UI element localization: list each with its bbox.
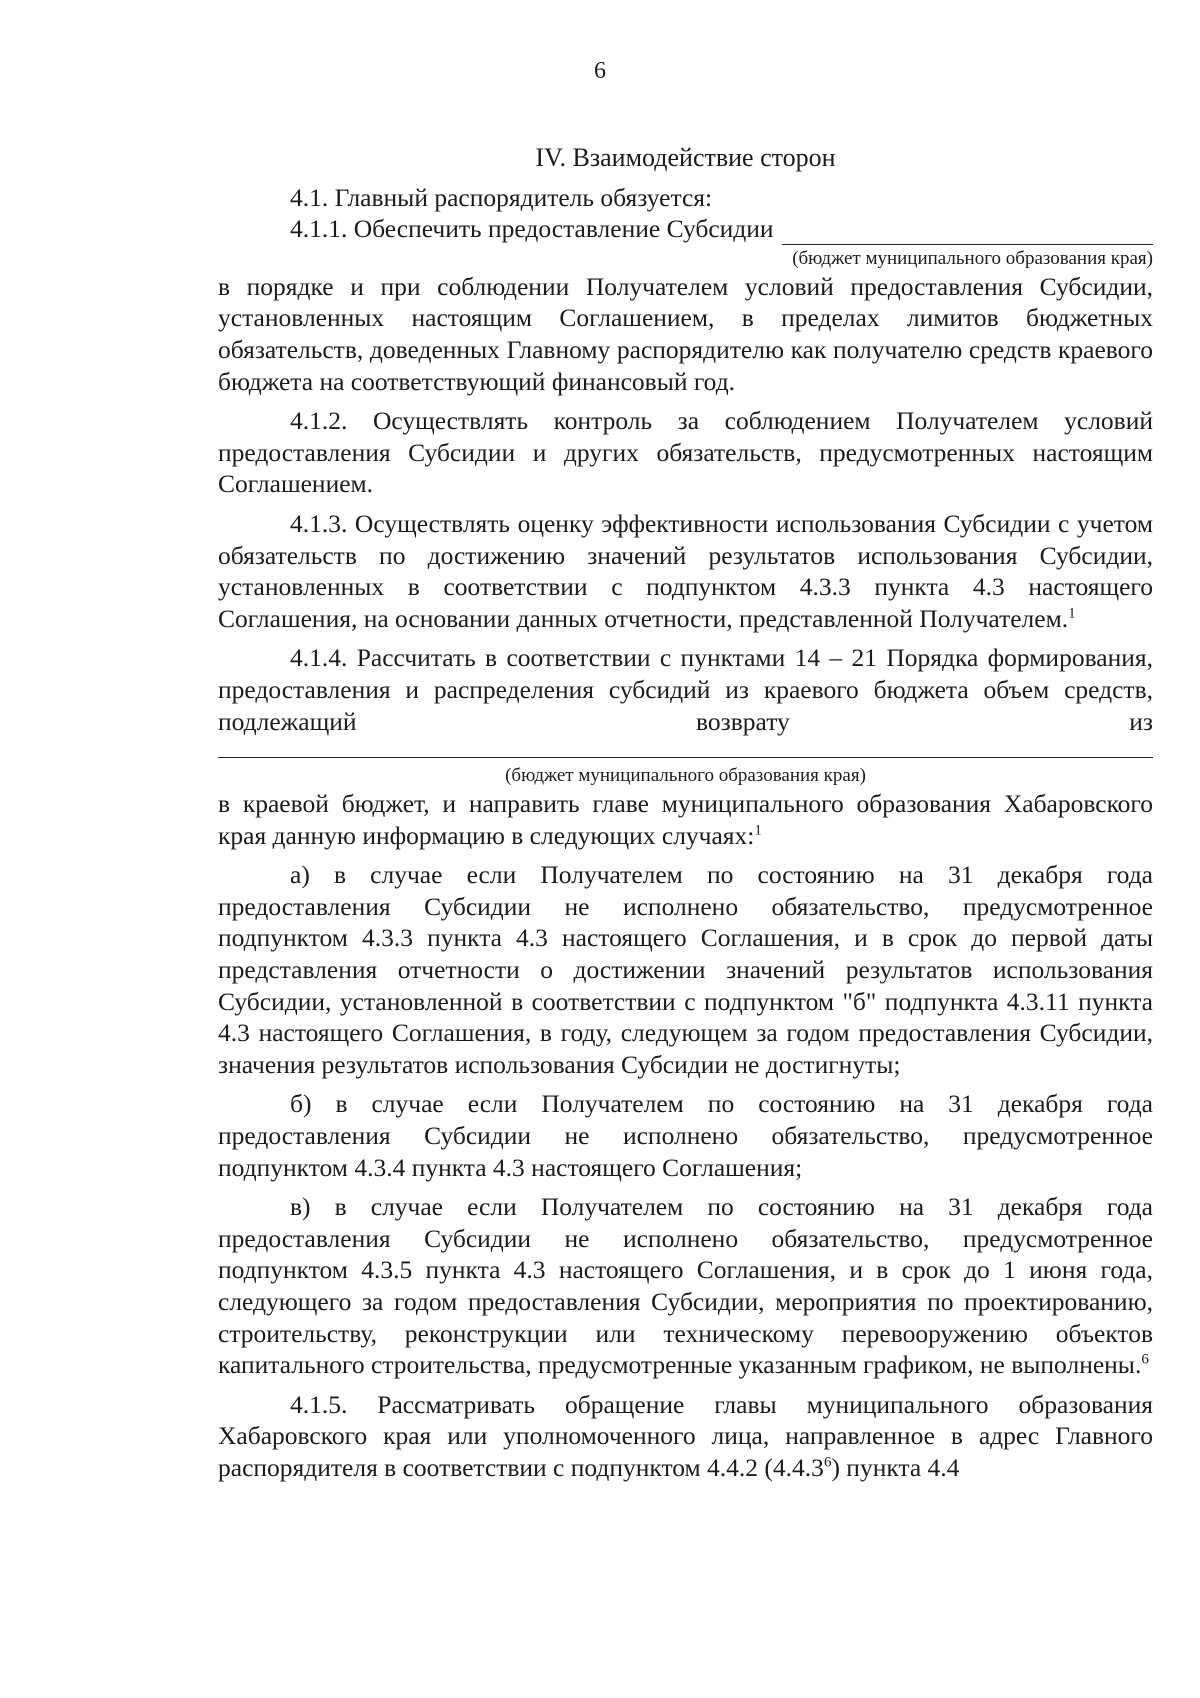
paragraph-4-1-5-text-1: 4.1.5. Рассматривать обращение главы муниципального образования Хабаровского края или уполномоченного лица, направленное в адрес Главного распорядителя в соответствии с подпунктом 4.4.2 (4.4.3: [218, 1389, 1153, 1482]
paragraph-4-1: 4.1. Главный распорядитель обязуется:: [290, 182, 713, 212]
footnote-ref: 1: [1068, 605, 1076, 622]
budget-caption-2: (бюджет муниципального образования края): [505, 765, 866, 787]
page-number: 6: [594, 58, 606, 84]
item-v-text: в) в случае если Получателем по состоянию на 31 декабря года предоставления Субсидии не исполнено обязательство, предусмотренное подпунктом 4.3.5 пункта 4.3 настоящего Соглашения, и в срок до 1 июня года, следующего за годом предоставления Субсидии, мероприятия по проектированию, строительству, реконструкции или техническому перевооружению объектов капитального строительства, предусмотренные указанным графиком, не выполнены.: [218, 1192, 1153, 1380]
item-v: [218, 1191, 1153, 1381]
fill-in-blank-line: [782, 220, 1153, 245]
footnote-ref: 1: [754, 822, 762, 839]
paragraph-4-1-2: 4.1.2. Осуществлять контроль за соблюдением Получателем условий предоставления Субсидии и других обязательств, предусмотренных настоящим Соглашением.: [218, 406, 1153, 499]
paragraph-4-1-1-lead-text: 4.1.1. Обеспечить предоставление Субсидии: [290, 214, 774, 244]
paragraph-4-1-4-rest-text: в краевой бюджет, и направить главе муниципального образования Хабаровского края данную информацию в следующих случаях:: [218, 789, 1153, 850]
paragraph-4-1-1-lead: [218, 213, 1153, 245]
section-title: IV. Взаимодействие сторон: [535, 143, 836, 172]
budget-caption-1: (бюджет муниципального образования края): [792, 247, 1153, 269]
paragraph-4-1-3-text: 4.1.3. Осуществлять оценку эффективности использования Субсидии с учетом обязательств по достижению значений результатов использования Субсидии, установленных в соответствии с подпунктом 4.3.3 пункта 4.3 настоящего Соглашения, на основании данных отчетности, представленной Получателем.: [218, 508, 1153, 633]
item-a: а) в случае если Получателем по состоянию на 31 декабря года предоставления Субсидии не исполнено обязательство, предусмотренное подпунктом 4.3.3 пункта 4.3 настоящего Соглашения, и в срок до первой даты представления отчетности о достижении значений результатов использования Субсидии, установленной в соответствии с подпунктом "б" подпункта 4.3.11 пункта 4.3 настоящего Соглашения, в году, следующем за годом предоставления Субсидии, значения результатов использования Субсидии не достигнуты;: [218, 860, 1153, 1079]
footnote-ref: 6: [1141, 1351, 1149, 1368]
footnote-ref: 6: [823, 1454, 832, 1471]
item-b: б) в случае если Получателем по состоянию на 31 декабря года предоставления Субсидии не исполнено обязательство, предусмотренное подпунктом 4.3.4 пункта 4.3 настоящего Соглашения;: [218, 1089, 1153, 1182]
paragraph-4-1-4-rest: [218, 788, 1153, 851]
fill-in-blank-line: [218, 737, 1153, 758]
paragraph-4-1-4-lead: 4.1.4. Рассчитать в соответствии с пунктами 14 – 21 Порядка формирования, предоставления и распределения субсидий из краевого бюджета объем средств, подлежащий возврату из: [218, 643, 1153, 736]
paragraph-4-1-5-text-2: ) пункта 4.4: [831, 1452, 960, 1482]
paragraph-4-1-5: [218, 1389, 1153, 1484]
paragraph-4-1-1-rest: в порядке и при соблюдении Получателем условий предоставления Субсидии, установленных настоящим Соглашением, в пределах лимитов бюджетных обязательств, доведенных Главному распорядителю как получателю средств краевого бюджета на соответствующий финансовый год.: [218, 271, 1153, 396]
document-body: [218, 142, 1153, 1484]
paragraph-4-1-3: [218, 508, 1153, 634]
